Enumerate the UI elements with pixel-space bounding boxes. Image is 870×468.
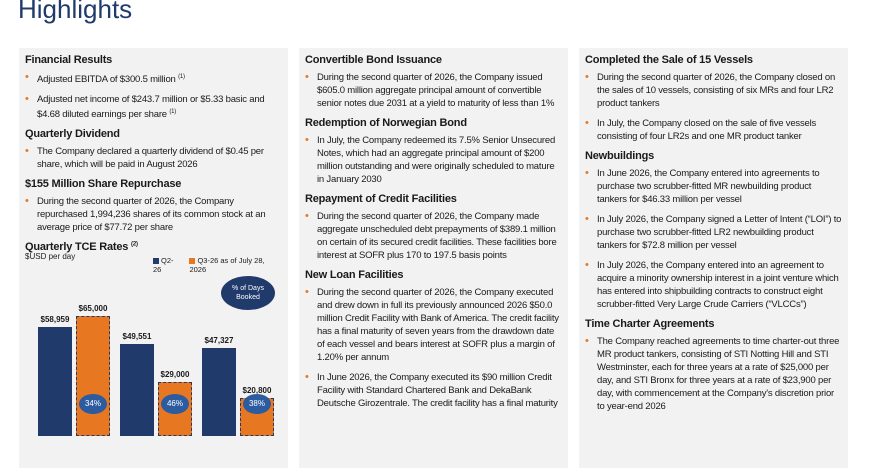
bar-label-q2: $58,959 — [40, 314, 70, 324]
legend-item-q2 — [153, 256, 181, 274]
section-title-financial-results: Financial Results — [25, 54, 113, 66]
bullet-repurchase: • During the second quarter of 2026, the Company repurchased 1,994,236 shares of its common stock at an average price of $77.72 per share — [25, 195, 282, 234]
chart-legend — [153, 256, 282, 274]
bar-label-q3: $29,000 — [160, 370, 190, 380]
bar-label-q3: $65,000 — [78, 303, 108, 313]
tce-title-text: Quarterly TCE Rates — [25, 241, 132, 254]
bar-q3 — [76, 316, 110, 437]
legend-label-q2: Q2-26 — [153, 256, 174, 275]
bar-q2 — [38, 327, 72, 436]
bullet-norwegian-bond: • In July, the Company redeemed its 7.5% Senior Unsecured Notes, which had an aggregate principal amount of $200 million outstanding and were originally scheduled to mature in January 2030 — [305, 134, 562, 186]
section-title-time-charter: Time Charter Agreements — [585, 318, 715, 330]
bullet-convertible-bond: • During the second quarter of 2026, the Company issued $605.0 million aggregate principal amount of convertible senior notes due 2031 at a yield to maturity of less than 1% — [305, 71, 562, 110]
footnote-ref: (2) — [131, 241, 138, 248]
bullet-text: Adjusted EBITDA of $300.5 million — [37, 74, 179, 86]
bullet-new-loan-boa: • During the second quarter of 2026, the Company executed and drew down in full its previously announced 2026 $50.0 million Credit Facility with Bank of America. The credit facility has a final maturity of seven years from the drawdown date of each vessel and bears interest at SOFR plus a margin of 1.20% per annum — [305, 286, 562, 364]
section-title-quarterly-dividend: Quarterly Dividend — [25, 128, 120, 141]
bar-label-q3: $20,800 — [242, 385, 272, 395]
bullet-dividend: • The Company declared a quarterly dividend of $0.45 per share, which will be paid in August 2026 — [25, 145, 282, 171]
bullet-net-income — [25, 93, 282, 121]
section-title-convertible-bond: Convertible Bond Issuance — [305, 54, 442, 66]
bar-label-q2: $47,327 — [204, 336, 234, 346]
bar-q2 — [120, 344, 154, 436]
bullet-newbuild-mr: • In June 2026, the Company entered into agreements to purchase two scrubber-fitted MR newbuilding product tankers for $46.33 million per vessel — [585, 167, 842, 206]
section-title-norwegian-bond: Redemption of Norwegian Bond — [305, 117, 467, 129]
legend-label-q3: Q3-26 as of July 28, 2026 — [189, 256, 265, 275]
bullet-new-loan-scb: • In June 2026, the Company executed its $90 million Credit Facility with Standard Chartered Bank and DekaBank Deutsche Girozentrale. The credit facility has a final maturity — [305, 371, 562, 410]
bullet-sale-july: • In July, the Company closed on the sale of five vessels consisting of four LR2s and one MR product tanker — [585, 117, 842, 143]
tce-chart — [25, 252, 282, 436]
bullet-ebitda — [25, 71, 282, 86]
bar-label-q2: $49,551 — [122, 332, 152, 342]
footnote-ref: (1) — [178, 74, 185, 80]
bullet-credit-facilities: • During the second quarter of 2026, the Company made aggregate unscheduled debt prepayments of $389.1 million on certain of its secured credit facilities. These facilities bore interest at SOFR plus 170 to 197.5 basis points — [305, 210, 562, 262]
booked-pct-label: 46% — [161, 394, 189, 414]
financing-column — [299, 48, 568, 468]
section-title-credit-facilities: Repayment of Credit Facilities — [305, 193, 457, 205]
bullet-sale-q2: • During the second quarter of 2026, the Company closed on the sales of 10 vessels, consisting of six MRs and four LR2 product tankers — [585, 71, 842, 110]
section-title-share-repurchase: $155 Million Share Repurchase — [25, 178, 182, 191]
page-title: Highlights — [18, 0, 133, 24]
legend-swatch-q3 — [189, 258, 195, 264]
bullet-newbuild-vlcc: • In July 2026, the Company entered into an agreement to acquire a minority ownership interest in a joint venture which has entered into shipbuilding contracts to construct eight scrubber-fitted Very Large Crude Carriers (“VLCCs”) — [585, 259, 842, 311]
bullet-text: Adjusted net income of $243.7 million or $5.33 basic and $4.68 diluted earnings per share — [37, 94, 265, 121]
booked-pct-label: 38% — [243, 394, 271, 414]
legend-item-q3 — [189, 256, 282, 274]
bullet-newbuild-lr2: • In July 2026, the Company signed a Letter of Intent (“LOI”) to purchase two scrubber-fitted LR2 newbuilding product tankers for $72.8 million per vessel — [585, 213, 842, 252]
legend-swatch-q2 — [153, 258, 159, 264]
section-title-newbuildings: Newbuildings — [585, 150, 655, 162]
days-booked-badge: % of Days Booked — [221, 276, 275, 310]
bullet-time-charter: • The Company reached agreements to time charter-out three MR product tankers, consisting of STI Notting Hill and STI Westminster, each for three years at a rate of $25,000 per day, and STI Bronx for three years at a rate of $23,900 per day, with commencement at the Company's discretion prior to year-end 2026 — [585, 335, 842, 413]
footnote-ref: (1) — [169, 109, 177, 116]
booked-pct-label: 34% — [79, 394, 107, 414]
section-title-vessel-sale: Completed the Sale of 15 Vessels — [585, 54, 753, 66]
financial-column — [19, 48, 288, 468]
section-title-new-loans: New Loan Facilities — [305, 269, 404, 281]
fleet-column — [579, 48, 848, 468]
chart-unit-label: $USD per day — [25, 252, 76, 262]
